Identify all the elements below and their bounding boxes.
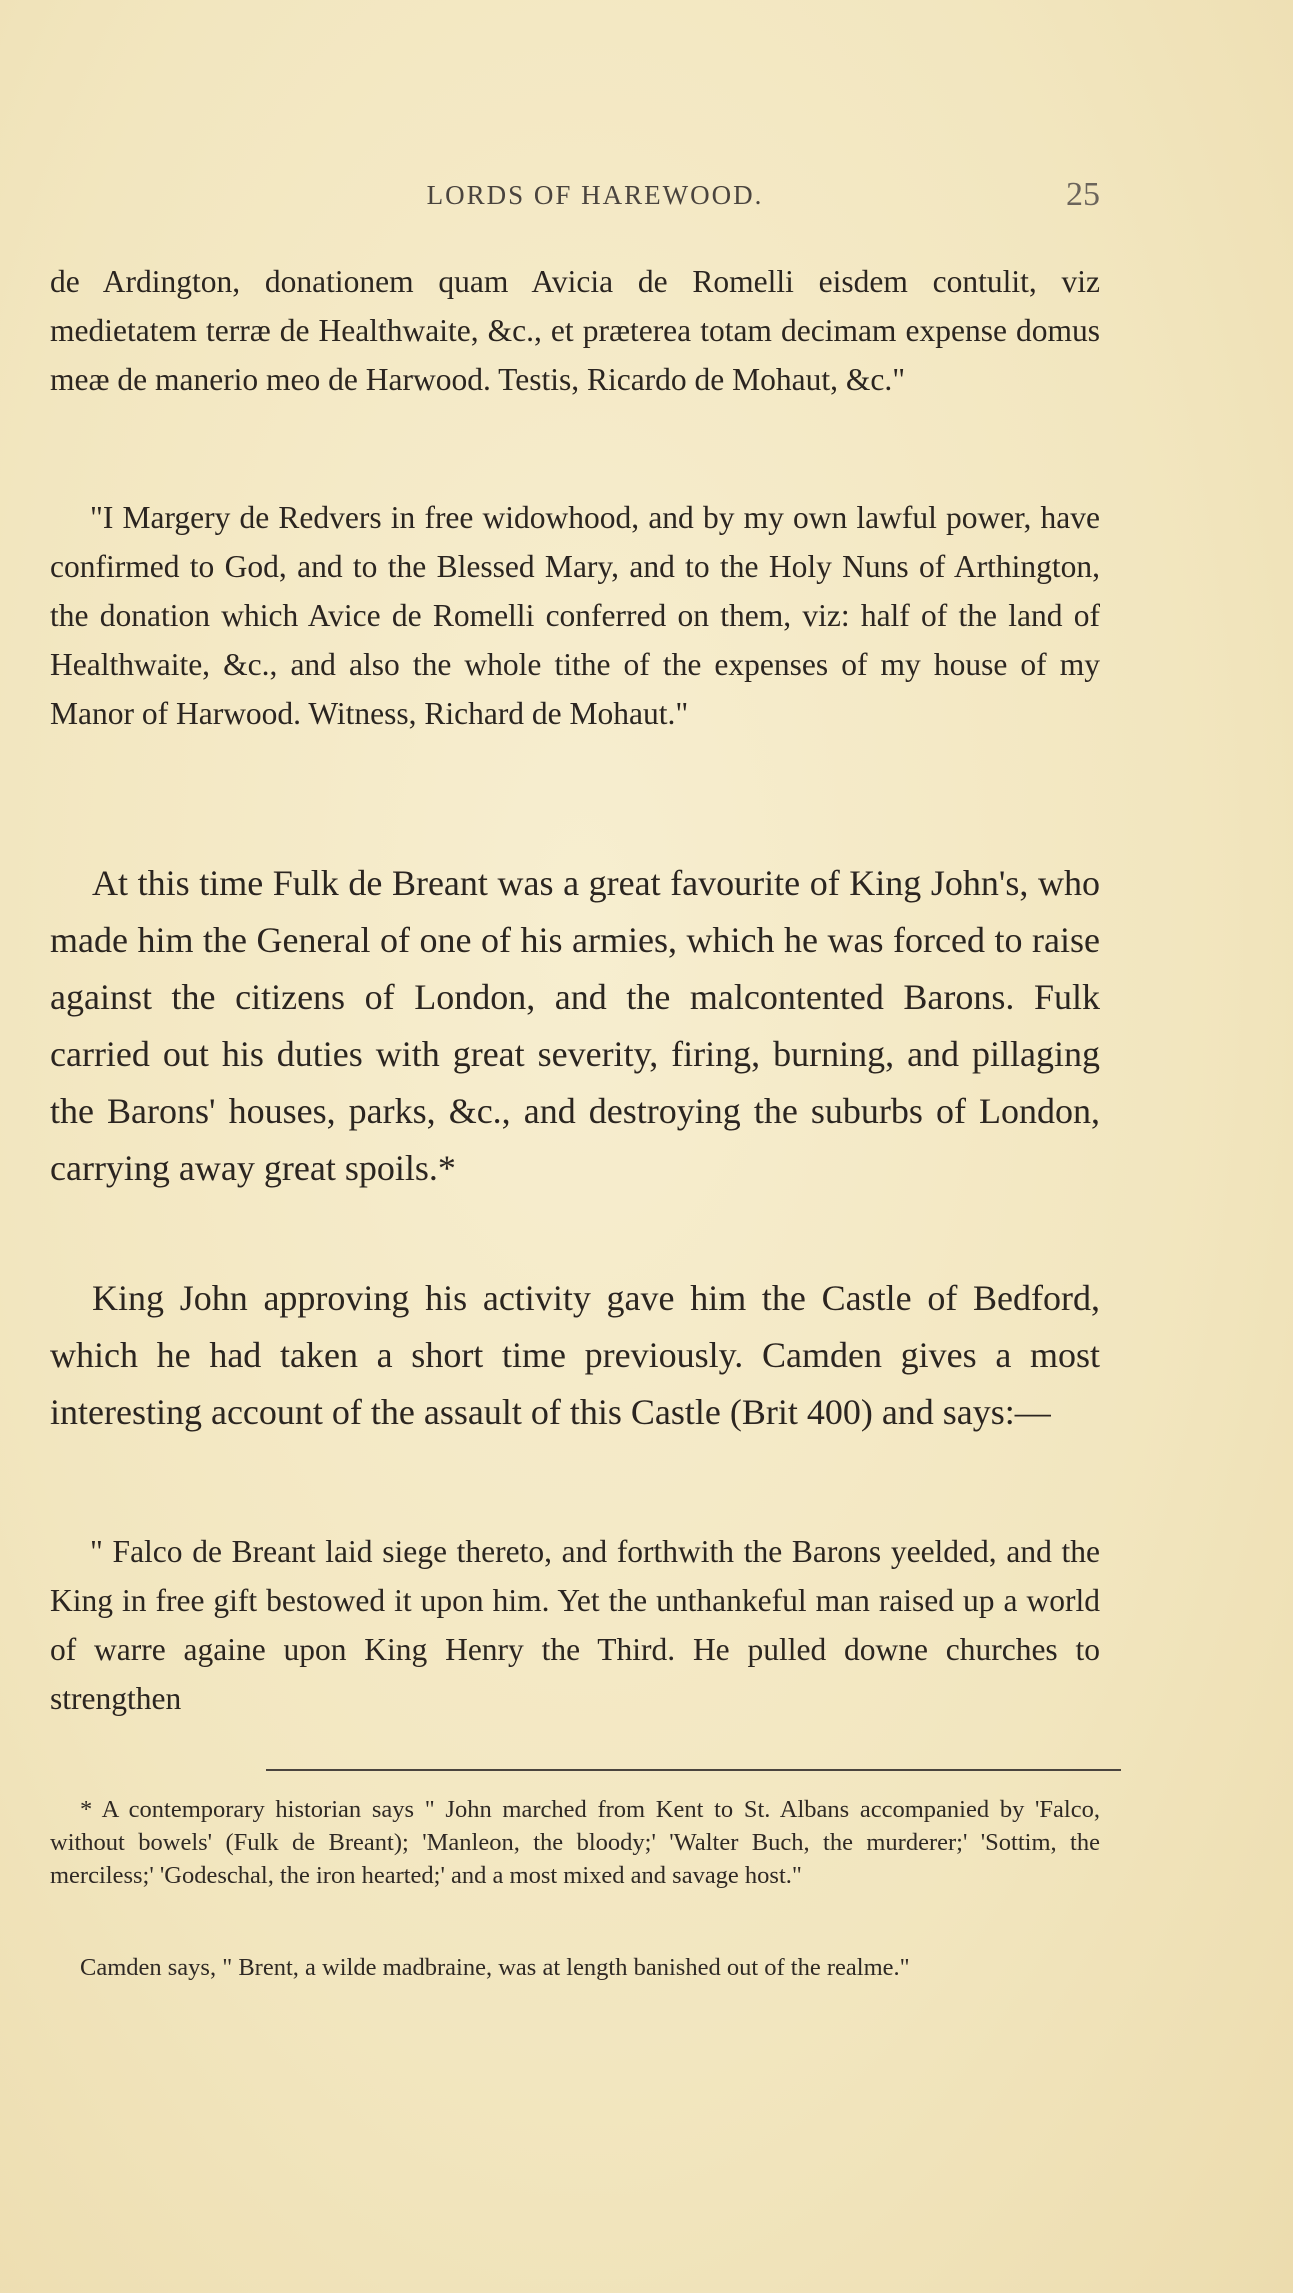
bedford-paragraph: King John approving his activity gave him the Castle of Bedford, which he had taken a short time previously. Camden gives a most interesting account of the assault of this Castle (Brit 400) and says:—: [50, 1278, 1100, 1432]
fulk-paragraph: At this time Fulk de Breant was a great favourite of King John's, who made him the General of one of his armies, which he was forced to raise against the citizens of London, and the malcontented Barons. Fulk carried out his duties with great severity, firing, burning, and pillaging the Barons' houses, parks, &c., and destroying the suburbs of London, carrying away great spoils.*: [50, 863, 1100, 1188]
footnote-rule: [266, 1769, 1121, 1771]
latin-quote-paragraph: de Ardington, donationem quam Avicia de Romelli eisdem contulit, viz medietatem terræ de Healthwaite, &c., et præterea totam decimam expense domus meæ de manerio meo de Harwood. Testis, Ricardo de Mohaut, &c.": [50, 264, 1100, 397]
page-header: [90, 176, 1100, 216]
running-head: LORDS OF HAREWOOD.: [426, 180, 764, 210]
footnote-camden: Camden says, " Brent, a wilde madbraine, was at length banished out of the realme.": [80, 1954, 910, 1981]
page-number: 25: [1066, 176, 1100, 213]
footnote-contemporary: * A contemporary historian says " John marched from Kent to St. Albans accompanied by 'Falco, without bowels' (Fulk de Breant); 'Manleon, the bloody;' 'Walter Buch, the murderer;' 'Sottim, the merciless;' 'Godeschal, the iron hearted;' and a most mixed and savage host.": [50, 1796, 1100, 1889]
translation-paragraph: "I Margery de Redvers in free widowhood, and by my own lawful power, have confirmed to God, and to the Blessed Mary, and to the Holy Nuns of Arthington, the donation which Avice de Romelli conferred on them, viz: half of the land of Healthwaite, &c., and also the whole tithe of the expenses of my house of my Manor of Harwood. Witness, Richard de Mohaut.": [50, 500, 1100, 731]
camden-quote-paragraph: " Falco de Breant laid siege thereto, and forthwith the Barons yeelded, and the King in free gift bestowed it upon him. Yet the unthankeful man raised up a world of warre againe upon King Henry the Third. He pulled downe churches to strengthen: [50, 1534, 1100, 1716]
